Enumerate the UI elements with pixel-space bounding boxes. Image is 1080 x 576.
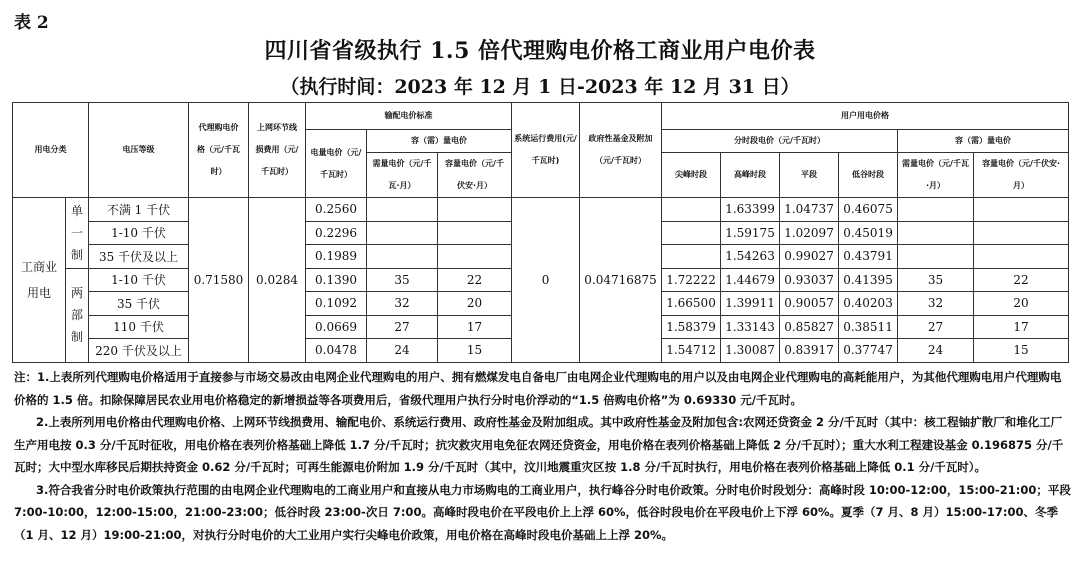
demand-price-cell: 27 bbox=[367, 315, 438, 339]
peak-cell: 1.39911 bbox=[721, 292, 780, 316]
voltage-cell: 110 千伏 bbox=[89, 315, 189, 339]
voltage-cell: 35 千伏及以上 bbox=[89, 245, 189, 269]
header-agent-price: 代理购电价格（元/千瓦时） bbox=[189, 103, 249, 198]
flat-cell: 1.02097 bbox=[780, 221, 839, 245]
voltage-cell: 不满 1 千伏 bbox=[89, 198, 189, 222]
agent-price-cell: 0.71580 bbox=[189, 198, 249, 363]
user-capacity-cell bbox=[974, 245, 1069, 269]
sharp-cell: 1.54712 bbox=[662, 339, 721, 363]
header-demand-price: 需量电价（元/千瓦·月） bbox=[367, 153, 438, 198]
price-table bbox=[12, 102, 1069, 363]
demand-price-cell: 32 bbox=[367, 292, 438, 316]
flat-cell: 1.04737 bbox=[780, 198, 839, 222]
user-demand-cell: 35 bbox=[898, 268, 974, 292]
gov-fund-cell: 0.04716875 bbox=[580, 198, 662, 363]
flat-cell: 0.85827 bbox=[780, 315, 839, 339]
capacity-price-cell: 20 bbox=[438, 292, 512, 316]
effective-period: （执行时间：2023 年 12 月 1 日-2023 年 12 月 31 日） bbox=[280, 76, 800, 98]
demand-price-cell: 24 bbox=[367, 339, 438, 363]
sharp-cell bbox=[662, 198, 721, 222]
capacity-price-cell: 17 bbox=[438, 315, 512, 339]
demand-price-cell: 35 bbox=[367, 268, 438, 292]
energy-price-cell: 0.1989 bbox=[306, 245, 367, 269]
sharp-cell: 1.66500 bbox=[662, 292, 721, 316]
valley-cell: 0.37747 bbox=[839, 339, 898, 363]
system-fee-cell: 0 bbox=[512, 198, 580, 363]
energy-price-cell: 0.2296 bbox=[306, 221, 367, 245]
valley-cell: 0.45019 bbox=[839, 221, 898, 245]
user-capacity-cell: 22 bbox=[974, 268, 1069, 292]
valley-cell: 0.46075 bbox=[839, 198, 898, 222]
category-cell: 工商业用电 bbox=[13, 198, 66, 363]
note-3: 3.符合我省分时电价政策执行范围的由电网企业代理购电的工商业用户和直接从电力市场购电的工商业用户，执行峰谷分时电价政策。分时电价时段划分：高峰时段 10:00-12:00，15:00-21:00；平段 7:00-10:00，12:00-15:00，21:00-23:00；低谷时段 23:00-次日 7:00。高峰时段电价在平段电价上上浮 60%，低谷时段电价在平段电价上下浮 60%。夏季（7 月、8 月）15:00-17:00、冬季（1 月、12 月）19:00-21:00，对执行分时电价的大工业用户实行尖峰电价政策，用电价格在高峰时段电价基础上上浮 20%。 bbox=[14, 482, 1071, 542]
header-peak-sharp: 尖峰时段 bbox=[662, 153, 721, 198]
note-2: 2.上表所列用电价格由代理购电价格、上网环节线损费用、输配电价、系统运行费用、政府性基金及附加组成。其中政府性基金及附加包含:农网还贷资金 2 分/千瓦时（其中：核工程铀扩散厂和堆化工厂生产用电按 0.3 分/千瓦时征收，用电价格在表列价格基础上降低 1.7 分/千瓦时；抗灾救灾用电免征农网还贷资金，用电价格在表列价格基础上降低 2 分/千瓦时）；重大水利工程建设基金 0.196875 分/千瓦时；大中型水库移民后期扶持资金 0.62 分/千瓦时；可再生能源电价附加 1.9 分/千瓦时（其中，汶川地震重灾区按 1.8 分/千瓦时执行，用电价格在表列价格基础上降低 0.1 分/千瓦时）。 bbox=[14, 415, 1064, 474]
header-category: 用电分类 bbox=[13, 103, 89, 198]
capacity-price-cell: 22 bbox=[438, 268, 512, 292]
user-demand-cell bbox=[898, 221, 974, 245]
page-title: 四川省省级执行 1.5 倍代理购电价格工商业用户电价表 bbox=[264, 38, 816, 64]
group-two-cell: 两部制 bbox=[66, 268, 89, 362]
energy-price-cell: 0.0669 bbox=[306, 315, 367, 339]
capacity-price-cell: 15 bbox=[438, 339, 512, 363]
demand-price-cell bbox=[367, 245, 438, 269]
note-1: 注：1.上表所列代理购电价格适用于直接参与市场交易改由电网企业代理购电的用户、拥有燃煤发电自备电厂由电网企业代理购电的用户以及由电网企业代理购电的高耗能用户，为其他代理购电用户代理购电价格的 1.5 倍。扣除保障居民农业用电价格稳定的新增损益等各项费用后，省级代理用户执行分时电价浮动的“1.5 倍购电价格”为 0.69330 元/千瓦时。 bbox=[14, 370, 1062, 407]
table-row bbox=[13, 198, 1069, 222]
user-capacity-cell bbox=[974, 198, 1069, 222]
peak-cell: 1.44679 bbox=[721, 268, 780, 292]
voltage-cell: 35 千伏 bbox=[89, 292, 189, 316]
notes bbox=[14, 366, 1072, 546]
table-label: 表 2 bbox=[14, 13, 49, 33]
header-capacity-price: 容量电价（元/千伏安·月） bbox=[438, 153, 512, 198]
valley-cell: 0.38511 bbox=[839, 315, 898, 339]
capacity-price-cell bbox=[438, 245, 512, 269]
flat-cell: 0.83917 bbox=[780, 339, 839, 363]
header-peak: 高峰时段 bbox=[721, 153, 780, 198]
capacity-price-cell bbox=[438, 198, 512, 222]
header-tou-group: 分时段电价（元/千瓦时） bbox=[662, 130, 898, 153]
peak-cell: 1.59175 bbox=[721, 221, 780, 245]
line-loss-cell: 0.0284 bbox=[249, 198, 306, 363]
user-capacity-cell: 15 bbox=[974, 339, 1069, 363]
header-user-demand: 需量电价（元/千瓦·月） bbox=[898, 153, 974, 198]
demand-price-cell bbox=[367, 221, 438, 245]
energy-price-cell: 0.2560 bbox=[306, 198, 367, 222]
valley-cell: 0.43791 bbox=[839, 245, 898, 269]
peak-cell: 1.54263 bbox=[721, 245, 780, 269]
header-td-standard: 输配电价标准 bbox=[306, 103, 512, 130]
peak-cell: 1.33143 bbox=[721, 315, 780, 339]
flat-cell: 0.90057 bbox=[780, 292, 839, 316]
header-voltage: 电压等级 bbox=[89, 103, 189, 198]
user-capacity-cell: 17 bbox=[974, 315, 1069, 339]
demand-price-cell bbox=[367, 198, 438, 222]
capacity-price-cell bbox=[438, 221, 512, 245]
peak-cell: 1.30087 bbox=[721, 339, 780, 363]
energy-price-cell: 0.0478 bbox=[306, 339, 367, 363]
header-gov-fund: 政府性基金及附加（元/千瓦时） bbox=[580, 103, 662, 198]
energy-price-cell: 0.1390 bbox=[306, 268, 367, 292]
user-capacity-cell bbox=[974, 221, 1069, 245]
voltage-cell: 1-10 千伏 bbox=[89, 268, 189, 292]
user-demand-cell: 32 bbox=[898, 292, 974, 316]
sharp-cell: 1.72222 bbox=[662, 268, 721, 292]
voltage-cell: 1-10 千伏 bbox=[89, 221, 189, 245]
valley-cell: 0.41395 bbox=[839, 268, 898, 292]
user-capacity-cell: 20 bbox=[974, 292, 1069, 316]
header-valley: 低谷时段 bbox=[839, 153, 898, 198]
header-user-capacity: 容量电价（元/千伏安·月） bbox=[974, 153, 1069, 198]
group-single-cell: 单一制 bbox=[66, 198, 89, 269]
user-demand-cell bbox=[898, 198, 974, 222]
flat-cell: 0.93037 bbox=[780, 268, 839, 292]
header-line-loss: 上网环节线损费用（元/千瓦时） bbox=[249, 103, 306, 198]
header-user-capacity-group: 容（需）量电价 bbox=[898, 130, 1069, 153]
voltage-cell: 220 千伏及以上 bbox=[89, 339, 189, 363]
header-system-fee: 系统运行费用(元/千瓦时) bbox=[512, 103, 580, 198]
flat-cell: 0.99027 bbox=[780, 245, 839, 269]
sharp-cell: 1.58379 bbox=[662, 315, 721, 339]
user-demand-cell bbox=[898, 245, 974, 269]
energy-price-cell: 0.1092 bbox=[306, 292, 367, 316]
peak-cell: 1.63399 bbox=[721, 198, 780, 222]
header-capacity-group: 容（需）量电价 bbox=[367, 130, 512, 153]
sharp-cell bbox=[662, 221, 721, 245]
valley-cell: 0.40203 bbox=[839, 292, 898, 316]
header-energy-price: 电量电价（元/千瓦时） bbox=[306, 130, 367, 198]
user-demand-cell: 24 bbox=[898, 339, 974, 363]
header-user-price: 用户用电价格 bbox=[662, 103, 1069, 130]
sharp-cell bbox=[662, 245, 721, 269]
header-flat: 平段 bbox=[780, 153, 839, 198]
user-demand-cell: 27 bbox=[898, 315, 974, 339]
